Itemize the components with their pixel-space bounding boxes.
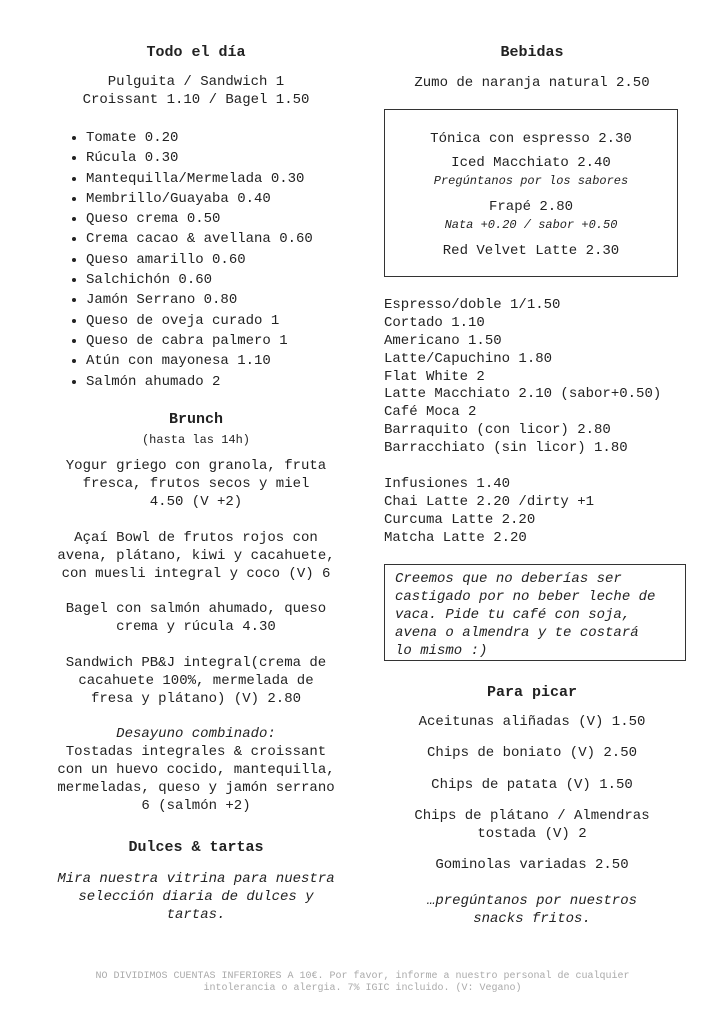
coffee-item: Espresso/doble 1/1.50 xyxy=(384,297,561,313)
combo-title: Desayuno combinado: xyxy=(116,726,276,742)
coffee-item: Latte Macchiato 2.10 (sabor+0.50) xyxy=(384,386,662,403)
brunch-subtitle: (hasta las 14h) xyxy=(141,433,251,447)
infusion-list xyxy=(384,476,594,548)
infusion-item: Curcuma Latte 2.20 xyxy=(384,511,536,528)
menu-line: mermeladas, queso y jamón serrano xyxy=(57,780,335,796)
coffee-item: Cortado 1.10 xyxy=(384,314,485,331)
topping-item: • Salchichón 0.60 xyxy=(86,270,313,290)
menu-line: Frapé 2.80 xyxy=(488,199,573,215)
menu-line: crema y rúcula 4.30 xyxy=(116,619,276,635)
menu-line: Aceitunas aliñadas (V) 1.50 xyxy=(418,714,646,730)
topping-item: • Crema cacao & avellana 0.60 xyxy=(86,229,313,249)
menu-line: con un huevo cocido, mantequilla, xyxy=(57,762,335,778)
menu-line: Zumo de naranja natural 2.50 xyxy=(414,75,650,91)
note-line: castigado por no beber leche de xyxy=(395,589,656,605)
section-title-brunch: Brunch xyxy=(168,411,223,428)
menu-line: Croissant 1.10 / Bagel 1.50 xyxy=(82,92,310,108)
section-title-todo-el-dia: Todo el día xyxy=(146,44,246,61)
menu-line: Red Velvet Latte 2.30 xyxy=(442,243,620,259)
topping-item: • Queso amarillo 0.60 xyxy=(86,250,313,270)
menu-line: …pregúntanos por nuestros xyxy=(426,893,638,909)
note-line: Creemos que no deberías ser xyxy=(395,571,622,587)
menu-note: Nata +0.20 / sabor +0.50 xyxy=(444,218,618,232)
menu-line: Pulguita / Sandwich 1 xyxy=(107,74,285,90)
menu-line: Chips de patata (V) 1.50 xyxy=(431,777,633,793)
section-title-bebidas: Bebidas xyxy=(500,44,564,61)
topping-item: • Jamón Serrano 0.80 xyxy=(86,290,313,310)
menu-line: Gominolas variadas 2.50 xyxy=(435,857,629,873)
toppings-list xyxy=(40,128,313,392)
menu-line: Mira nuestra vitrina para nuestra xyxy=(57,871,335,887)
topping-item: • Mantequilla/Mermelada 0.30 xyxy=(86,169,313,189)
topping-item: • Tomate 0.20 xyxy=(86,128,313,148)
menu-line: snacks fritos. xyxy=(473,911,591,927)
section-title-dulces: Dulces & tartas xyxy=(128,839,264,856)
menu-line: tartas. xyxy=(166,907,226,923)
footer-line: NO DIVIDIMOS CUENTAS INFERIORES A 10€. Por favor, informe a nuestro personal de cualquier xyxy=(95,971,630,982)
coffee-item: Barracchiato (sin licor) 1.80 xyxy=(384,440,628,457)
coffee-item: Barraquito (con licor) 2.80 xyxy=(384,422,611,439)
coffee-item: Americano 1.50 xyxy=(384,332,502,349)
menu-line: Chips de boniato (V) 2.50 xyxy=(426,745,638,761)
infusion-item: Infusiones 1.40 xyxy=(384,476,511,492)
menu-line: Tostadas integrales & croissant xyxy=(65,744,327,760)
coffee-item: Café Moca 2 xyxy=(384,404,477,421)
menu-note: Pregúntanos por los sabores xyxy=(433,174,629,188)
topping-item: • Salmón ahumado 2 xyxy=(86,372,313,392)
menu-line: Sandwich PB&J integral(crema de xyxy=(65,655,327,671)
coffee-list xyxy=(384,297,661,458)
topping-item: • Membrillo/Guayaba 0.40 xyxy=(86,189,313,209)
milk-note-box xyxy=(384,564,686,661)
menu-line: Bagel con salmón ahumado, queso xyxy=(65,601,327,617)
specials-box xyxy=(384,109,678,277)
coffee-item: Latte/Capuchino 1.80 xyxy=(384,350,553,367)
menu-line: Tónica con espresso 2.30 xyxy=(430,131,632,147)
coffee-item: Flat White 2 xyxy=(384,368,485,385)
menu-line: avena, plátano, kiwi y cacahuete, xyxy=(57,548,335,564)
topping-item: • Rúcula 0.30 xyxy=(86,148,313,168)
infusion-item: Chai Latte 2.20 /dirty +1 xyxy=(384,493,595,510)
menu-line: cacahuete 100%, mermelada de xyxy=(78,673,314,689)
topping-item: • Queso de cabra palmero 1 xyxy=(86,331,313,351)
note-line: lo mismo :) xyxy=(395,643,488,659)
menu-line: Chips de plátano / Almendras xyxy=(414,808,650,824)
menu-line: tostada (V) 2 xyxy=(477,826,587,842)
menu-line: con muesli integral y coco (V) 6 xyxy=(61,566,331,582)
section-title-para-picar: Para picar xyxy=(486,684,577,701)
menu-line: 4.50 (V +2) xyxy=(149,494,243,510)
menu-line: Yogur griego con granola, fruta xyxy=(65,458,327,474)
menu-line: selección diaria de dulces y xyxy=(78,889,314,905)
topping-item: • Atún con mayonesa 1.10 xyxy=(86,351,313,371)
menu-line: 6 (salmón +2) xyxy=(141,798,251,814)
topping-item: • Queso crema 0.50 xyxy=(86,209,313,229)
footer-notice xyxy=(40,971,685,995)
footer-line: intolerancia o alergia. 7% IGIC incluido. (V: Vegano) xyxy=(203,983,522,994)
menu-line: Açaí Bowl de frutos rojos con xyxy=(74,530,318,546)
topping-item: • Queso de oveja curado 1 xyxy=(86,311,313,331)
menu-line: fresca, frutos secos y miel xyxy=(82,476,310,492)
note-line: vaca. Pide tu café con soja, xyxy=(395,607,631,623)
note-line: avena o almendra y te costará xyxy=(395,625,639,641)
menu-line: Iced Macchiato 2.40 xyxy=(451,155,611,171)
menu-line: fresa y plátano) (V) 2.80 xyxy=(90,691,302,707)
infusion-item: Matcha Latte 2.20 xyxy=(384,529,527,546)
